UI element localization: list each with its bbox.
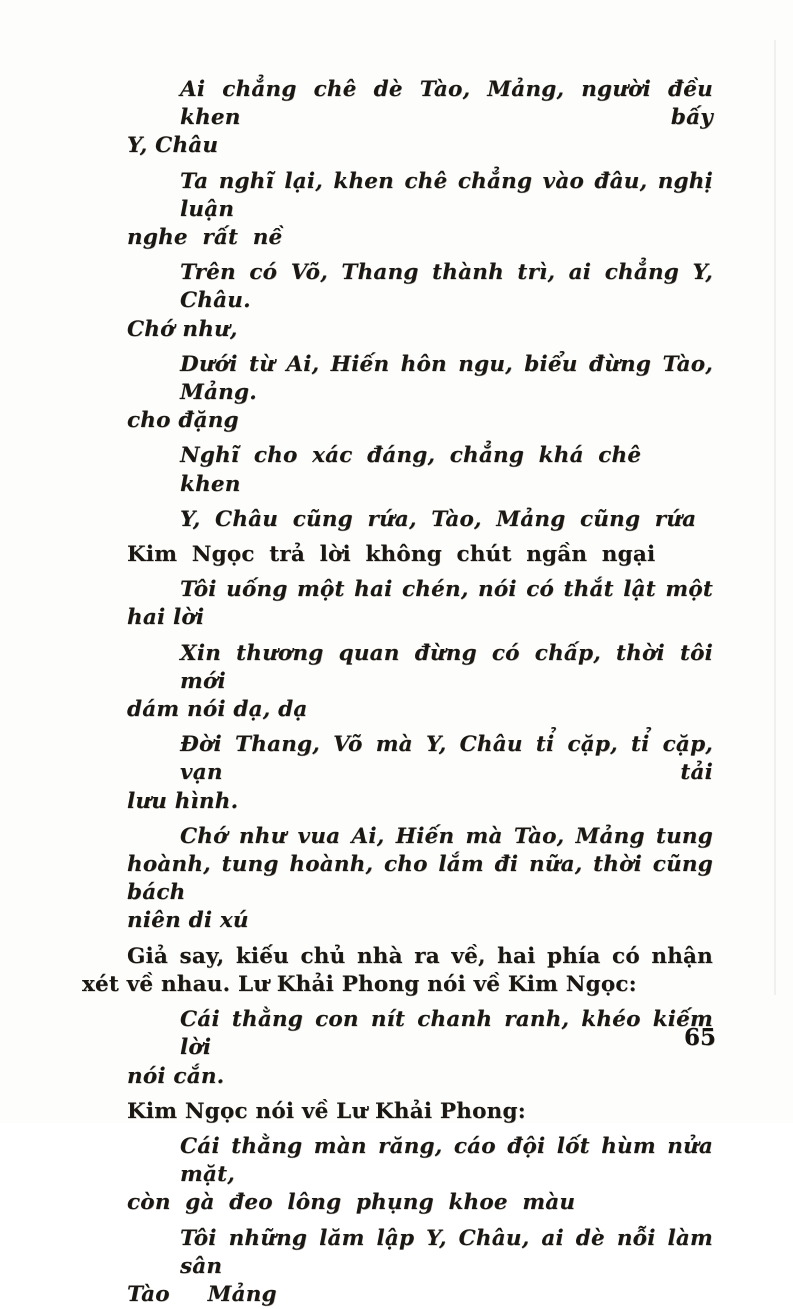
text-line: lưu hình. bbox=[127, 788, 239, 814]
text-line: Cái thằng con nít chanh ranh, khéo kiếm lời bbox=[180, 1007, 713, 1061]
text-line: Xin thương quan đừng có chấp, thời tôi mới bbox=[180, 640, 713, 694]
text-line: Ta nghĩ lại, khen chê chẳng vào đâu, nghị luận bbox=[180, 168, 713, 222]
text-line: xét về nhau. Lư Khải Phong nói về Kim Ngọc: bbox=[82, 971, 637, 997]
scan-edge-artifact bbox=[774, 40, 776, 995]
text-line: Chớ như, bbox=[127, 316, 238, 342]
text-line: Tào Mảng bbox=[127, 1281, 277, 1307]
text-line: Chớ như vua Ai, Hiến mà Tào, Mảng tung bbox=[180, 823, 713, 849]
text-line: Đời Thang, Võ mà Y, Châu tỉ cặp, tỉ cặp, vạn tải bbox=[180, 732, 713, 786]
text-line: Y, Châu cũng rứa, Tào, Mảng cũng rứa bbox=[180, 506, 697, 532]
text-line: Y, Châu bbox=[127, 133, 219, 159]
text-line: hoành, tung hoành, cho lắm đi nữa, thời cũng bách bbox=[127, 852, 713, 906]
page-number: 65 bbox=[683, 1024, 716, 1051]
text-line: nói cắn. bbox=[127, 1063, 225, 1089]
text-line: Kim Ngọc trả lời không chút ngần ngại bbox=[127, 542, 656, 568]
text-line: Tôi những lăm lập Y, Châu, ai dè nỗi làm sân bbox=[180, 1225, 713, 1279]
text-line: cho đặng bbox=[127, 408, 239, 434]
text-line: hai lời bbox=[127, 605, 205, 631]
text-line: Kim Ngọc nói về Lư Khải Phong: bbox=[127, 1098, 526, 1124]
text-line: Dưới từ Ai, Hiến hôn ngu, biểu đừng Tào, Mảng. bbox=[180, 351, 713, 406]
text-line: Cái thằng màn răng, cáo đội lốt hùm nửa mặt, bbox=[180, 1133, 713, 1188]
text-block bbox=[82, 76, 713, 1309]
text-line: Giả say, kiếu chủ nhà ra về, hai phía có nhận bbox=[127, 943, 713, 969]
text-line: dám nói dạ, dạ bbox=[127, 697, 308, 723]
text-line: niên di xú bbox=[127, 908, 249, 934]
text-line: Tôi uống một hai chén, nói có thắt lật một bbox=[180, 577, 713, 603]
text-line: Nghĩ cho xác đáng, chẳng khá chê khen bbox=[180, 443, 642, 497]
text-line: Trên có Võ, Thang thành trì, ai chẳng Y, Châu. bbox=[180, 260, 713, 314]
text-line: Ai chẳng chê dè Tào, Mảng, người đều khen bấy bbox=[180, 77, 713, 131]
text-line: còn gà đeo lông phụng khoe màu bbox=[127, 1190, 576, 1216]
text-line: nghe rất nề bbox=[127, 225, 283, 251]
